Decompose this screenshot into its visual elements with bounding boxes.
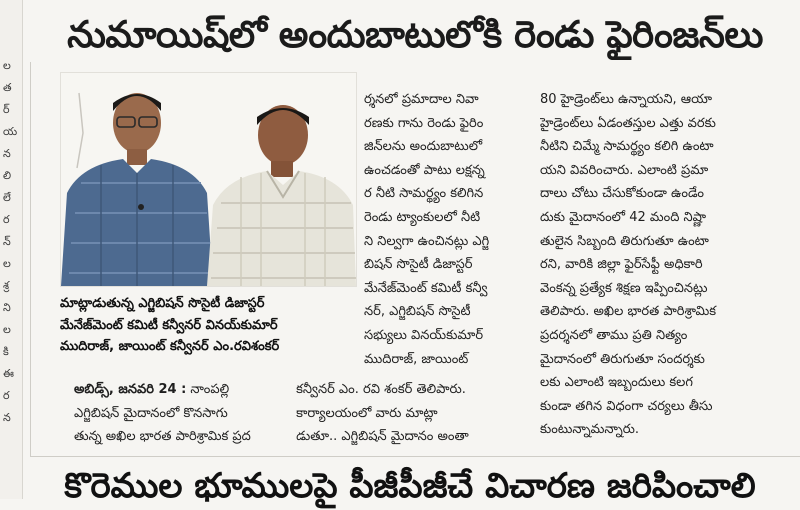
article-bottom-block bbox=[74, 378, 524, 449]
article-line: మైదానంలో తిరుగుతూ సందర్శకు bbox=[540, 351, 705, 367]
article-line: సభ్యులు వినయ్‌కుమార్ bbox=[364, 327, 484, 343]
article-column-1 bbox=[364, 88, 536, 371]
strip-char: ఈ bbox=[3, 367, 14, 380]
strip-char: ల bbox=[3, 323, 11, 336]
article-line: తెలిపారు. అఖిల భారత పారిశ్రామిక bbox=[540, 304, 717, 320]
column-divider bbox=[30, 62, 31, 457]
article-line-pair bbox=[74, 402, 524, 426]
caption-line: మేనేజ్‌మెంట్ కమిటీ కన్వీనర్ వినయ్‌కుమార్ bbox=[60, 317, 278, 333]
strip-char: ని bbox=[3, 301, 11, 314]
article-line: ఉంచడంతో పాటు లక్షన్న bbox=[364, 162, 485, 178]
strip-char: న bbox=[3, 411, 11, 424]
strip-char: న bbox=[3, 147, 11, 160]
strip-char: య bbox=[3, 125, 18, 138]
article-line: 80 హైడ్రెంట్‌లు ఉన్నాయని, ఆయా bbox=[540, 92, 713, 107]
article-line: నర్, ఎగ్జిబిషన్ సొసైటీ bbox=[364, 304, 471, 320]
article-text: నాంపల్లి bbox=[186, 382, 230, 397]
strip-char: ల bbox=[3, 257, 11, 270]
adjacent-column-strip bbox=[0, 0, 23, 499]
article-line: రెండు ట్యాంకులలో నీటి bbox=[364, 209, 481, 225]
dateline: అబిడ్స్, జనవరి 24 : bbox=[74, 382, 187, 397]
strip-char: న్ bbox=[3, 235, 11, 248]
article-line-pair bbox=[74, 425, 524, 449]
article-line: దాలు చోటు చేసుకోకుండా ఉండేం bbox=[540, 186, 704, 202]
strip-char: శ్ర bbox=[3, 279, 10, 292]
photo-caption bbox=[60, 293, 360, 358]
section-divider bbox=[30, 456, 800, 457]
article-text: తున్న అఖిల భారత పారిశ్రామిక ప్రద bbox=[74, 429, 251, 445]
article-line: వెంకన్న ప్రత్యేక శిక్షణ ఇప్పించినట్లు bbox=[540, 280, 708, 296]
article-column-2 bbox=[540, 88, 772, 442]
caption-line: మాట్లాడుతున్న ఎగ్జిబిషన్ సొసైటీ డిజాస్టర్ bbox=[60, 296, 265, 311]
article-line: దుకు మైదానంలో 42 మంది నిష్ణా bbox=[540, 209, 707, 225]
article-line: మేనేజ్‌మెంట్ కమిటీ కన్వీ bbox=[364, 280, 488, 296]
strip-char: ర bbox=[3, 389, 10, 402]
article-line-pair bbox=[74, 378, 524, 402]
article-line: నీటిని చిమ్మే సామర్థ్యం కలిగి ఉంటా bbox=[540, 139, 714, 155]
article-line bbox=[74, 402, 282, 426]
news-photo bbox=[60, 72, 357, 287]
article-line: జిన్‌లను అందుబాటులో bbox=[364, 139, 483, 155]
caption-line: ముదిరాజ్, జాయింట్ కన్వీనర్ ఎం.రవిశంకర్ bbox=[60, 339, 280, 354]
strip-char: లి bbox=[3, 169, 12, 182]
article-line: ని నిల్వగా ఉంచినట్లు ఎగ్జి bbox=[364, 233, 490, 249]
article-line: డుతూ.. ఎగ్జిబిషన్ మైదానం అంతా bbox=[296, 429, 469, 445]
strip-char: ర్ bbox=[3, 103, 10, 116]
strip-char: లే bbox=[3, 191, 11, 204]
photo-two-men-icon bbox=[61, 73, 356, 286]
article-line: బిషన్ సొసైటీ డిజాస్టర్ bbox=[364, 257, 473, 273]
article-line: తులైన సిబ్బంది తిరుగుతూ ఉంటా bbox=[540, 233, 709, 249]
article-line: ర నీటి సామర్థ్యం కలిగిన bbox=[364, 186, 484, 202]
strip-char: కి bbox=[3, 345, 9, 358]
article-line: రని, వారికి జిల్లా ఫైర్‌సేఫ్టీ అధికారి bbox=[540, 257, 703, 273]
article-line: ముదిరాజ్, జాయింట్ bbox=[364, 351, 469, 367]
article-line: లకు ఎలాంటి ఇబ్బందులు కలగ bbox=[540, 375, 693, 391]
strip-char: త bbox=[3, 81, 12, 94]
article-line: ప్రదర్శనలో తాము ప్రతి నిత్యం bbox=[540, 327, 688, 343]
strip-char: ర bbox=[3, 213, 10, 226]
article-line bbox=[74, 378, 282, 402]
article-line: ర్శనలో ప్రమాదాల నివా bbox=[364, 92, 479, 107]
article-line: కుండా తగిన విధంగా చర్యలు తీసు bbox=[540, 398, 713, 414]
article-line: యని వివరించారు. ఎలాంటి ప్రమా bbox=[540, 162, 709, 178]
article-line: హైడ్రెంట్‌లు ఏడంతస్తుల ఎత్తు వరకు bbox=[540, 115, 716, 131]
article-line: కార్యాలయంలో వారు మాట్లా bbox=[296, 405, 438, 421]
headline: నుమాయిష్‌లో అందుబాటులోకి రెండు ఫైరింజన్‌లు bbox=[67, 13, 763, 56]
strip-char: ల bbox=[3, 59, 11, 72]
article-text: ఎగ్జిబిషన్ మైదానంలో కొనసాగు bbox=[74, 405, 228, 421]
article-line: కుంటున్నామన్నారు. bbox=[540, 422, 640, 438]
next-article-headline: కొరెముల భూములపై పీజీపీజీచే విచారణ జరిపించాలి bbox=[64, 466, 756, 506]
article-line: కన్వీనర్ ఎం. రవి శంకర్ తెలిపారు. bbox=[296, 382, 466, 397]
article-line bbox=[74, 425, 282, 449]
article-line: రణకు గాను రెండు ఫైరిం bbox=[364, 115, 484, 131]
